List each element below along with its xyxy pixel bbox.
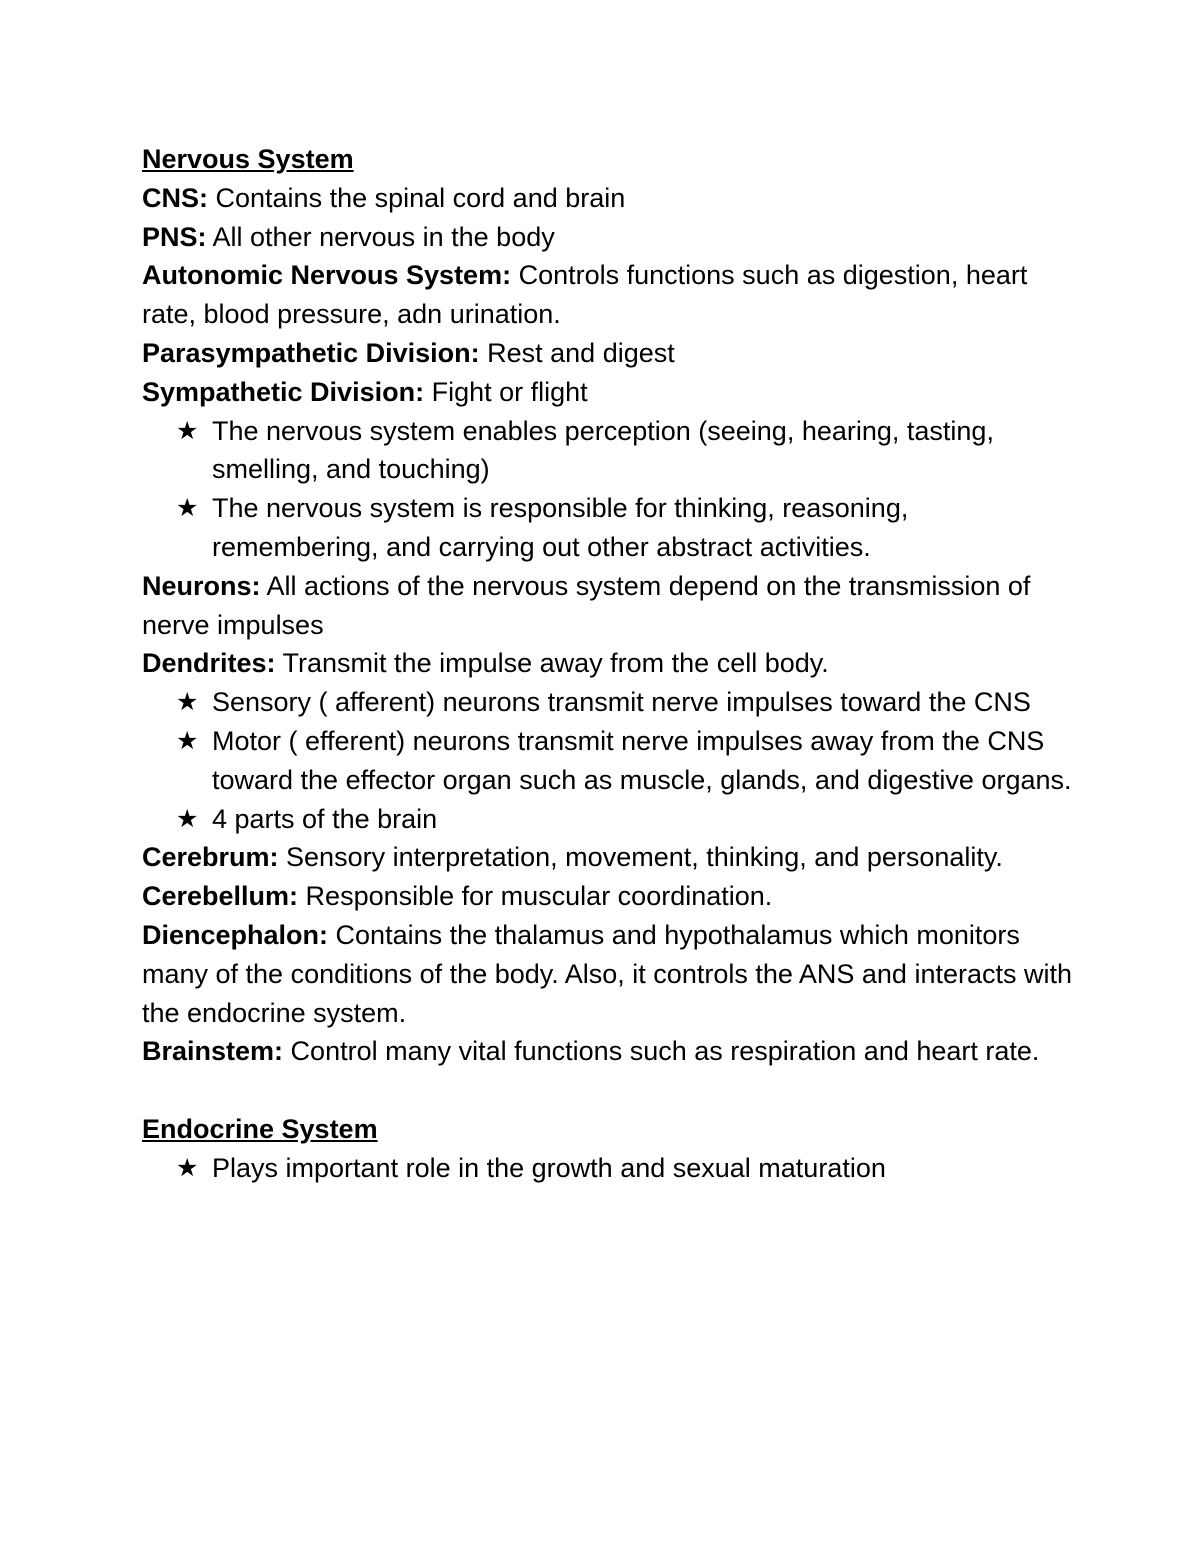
definition-text: Transmit the impulse away from the cell body.: [275, 648, 829, 679]
bullet-text: Sensory ( afferent) neurons transmit nerve impulses toward the CNS: [212, 687, 1031, 718]
bullet-item: [142, 1149, 1072, 1188]
term-label: Brainstem:: [142, 1036, 284, 1067]
term-label: PNS:: [142, 221, 207, 252]
star-bullet-icon: ★: [176, 493, 199, 523]
term-label: Parasympathetic Division:: [142, 337, 480, 368]
definition-text: Fight or flight: [424, 376, 588, 407]
definition-text: All other nervous in the body: [206, 221, 555, 252]
bullet-text: The nervous system is responsible for thinking, reasoning, remembering, and carrying out other abstract activities.: [212, 493, 909, 562]
definition-parasympathetic: [142, 334, 1072, 373]
bullet-text: Motor ( efferent) neurons transmit nerve impulses away from the CNS toward the effector organ such as muscle, glands, and digestive organs.: [212, 725, 1072, 795]
blank-line: [142, 1071, 1072, 1110]
definition-cerebellum: [142, 877, 1072, 916]
star-bullet-icon: ★: [176, 725, 199, 755]
star-bullet-icon: ★: [176, 415, 199, 445]
definition-text: Sensory interpretation, movement, thinking, and personality.: [278, 842, 1003, 873]
bullet-text: The nervous system enables perception (seeing, hearing, tasting, smelling, and touching): [212, 415, 994, 485]
bullet-text: 4 parts of the brain: [212, 803, 438, 834]
section-heading-nervous-system: Nervous System: [142, 144, 354, 174]
star-bullet-icon: ★: [176, 803, 199, 833]
definition-neurons: [142, 567, 1072, 645]
term-label: Cerebrum:: [142, 842, 279, 873]
star-bullet-icon: ★: [176, 1152, 199, 1182]
bullet-item: [142, 722, 1072, 800]
bullet-text: Plays important role in the growth and sexual maturation: [212, 1152, 886, 1183]
definition-text: Rest and digest: [479, 337, 675, 368]
definition-text: Contains the spinal cord and brain: [208, 182, 626, 213]
term-label: Cerebellum:: [142, 881, 299, 912]
definition-ans: [142, 256, 1072, 334]
bullet-item: [142, 489, 1072, 567]
definition-brainstem: [142, 1032, 1072, 1071]
term-label: Neurons:: [142, 570, 261, 601]
definition-pns: [142, 218, 1072, 257]
definition-cerebrum: [142, 838, 1072, 877]
star-bullet-icon: ★: [176, 687, 199, 717]
term-label: CNS:: [142, 182, 208, 213]
bullet-item: [142, 412, 1072, 490]
definition-sympathetic: [142, 373, 1072, 412]
definition-cns: [142, 179, 1072, 218]
definition-dendrites: [142, 644, 1072, 683]
term-label: Dendrites:: [142, 648, 276, 679]
term-label: Autonomic Nervous System:: [142, 260, 512, 291]
definition-text: Control many vital functions such as respiration and heart rate.: [283, 1036, 1040, 1067]
section-heading-endocrine-system: Endocrine System: [142, 1113, 378, 1144]
definition-diencephalon: [142, 916, 1072, 1032]
bullet-item: [142, 683, 1072, 722]
term-label: Diencephalon:: [142, 919, 329, 950]
definition-text: All actions of the nervous system depend on the transmission of nerve impulses: [142, 570, 1031, 640]
bullet-item: [142, 800, 1072, 839]
term-label: Sympathetic Division:: [142, 376, 425, 407]
definition-text: Contains the thalamus and hypothalamus which monitors many of the conditions of the body. Also, it controls the ANS and interacts with the endocrine system.: [142, 919, 1073, 1028]
definition-text: Controls functions such as digestion, heart rate, blood pressure, adn urination.: [142, 260, 1028, 330]
document-page: [142, 140, 1072, 1188]
definition-text: Responsible for muscular coordination.: [298, 881, 773, 912]
